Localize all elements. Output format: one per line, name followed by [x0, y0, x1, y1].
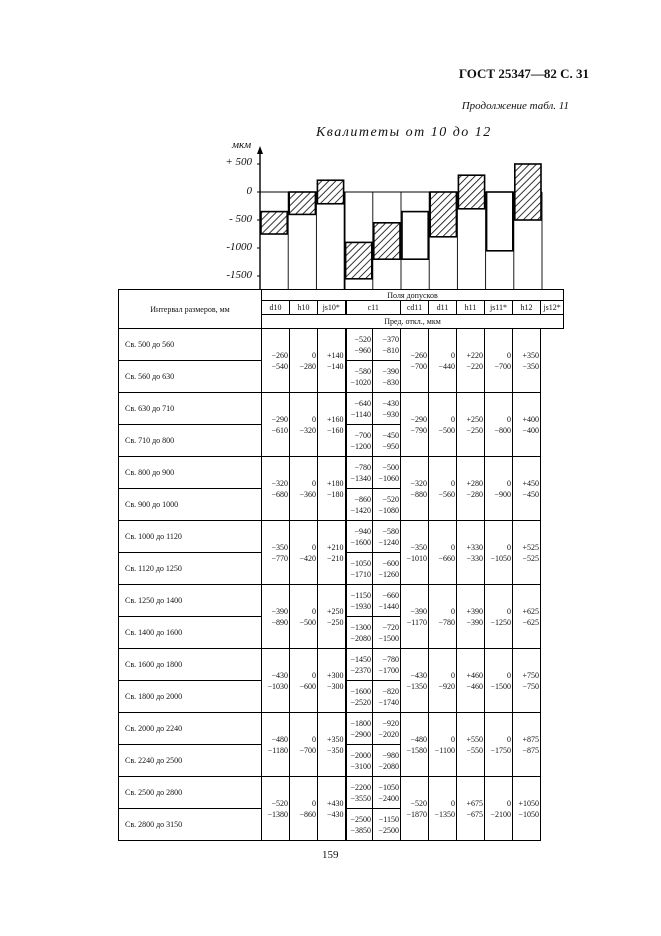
deviation-cell: +350 −350: [318, 713, 346, 777]
deviation-cell: −1300 −2080: [346, 617, 373, 649]
tolerance-chart: [0, 0, 661, 300]
table-row: [119, 713, 564, 745]
deviation-cell: −640 −1140: [346, 393, 373, 425]
column-header: cd11: [401, 301, 429, 315]
size-range-cell: Св. 1000 до 1120: [119, 521, 262, 553]
tolerance-bar-d10: [261, 212, 287, 234]
deviation-cell: −480 −1180: [262, 713, 290, 777]
deviation-cell: 0 −700: [290, 713, 318, 777]
deviation-cell: −480 −1580: [401, 713, 429, 777]
deviation-cell: −500 −1060: [373, 457, 401, 489]
size-range-cell: Св. 1120 до 1250: [119, 553, 262, 585]
column-header: js10*: [318, 301, 346, 315]
deviation-cell: 0 −1350: [429, 777, 457, 841]
deviation-cell: 0 −780: [429, 585, 457, 649]
deviation-cell: 0 −660: [429, 521, 457, 585]
deviation-cell: +220 −220: [457, 329, 485, 393]
deviation-cell: −350 −1010: [401, 521, 429, 585]
deviation-cell: −860 −1420: [346, 489, 373, 521]
deviation-cell: 0 −560: [429, 457, 457, 521]
deviation-cell: +390 −390: [457, 585, 485, 649]
size-range-cell: Св. 630 до 710: [119, 393, 262, 425]
deviation-cell: 0 −1250: [485, 585, 513, 649]
deviation-cell: 0 −900: [485, 457, 513, 521]
deviation-cell: 0 −800: [485, 393, 513, 457]
deviation-cell: +160 −160: [318, 393, 346, 457]
deviation-cell: −290 −790: [401, 393, 429, 457]
deviation-cell: +350 −350: [513, 329, 541, 393]
deviation-cell: −350 −770: [262, 521, 290, 585]
deviation-cell: +450 −450: [513, 457, 541, 521]
deviation-cell: −320 −680: [262, 457, 290, 521]
deviation-cell: +300 −300: [318, 649, 346, 713]
deviation-cell: −580 −1020: [346, 361, 373, 393]
y-tick-label: 0: [246, 185, 252, 197]
deviation-cell: −2200 −3550: [346, 777, 373, 809]
deviations-caption: Пред. откл., мкм: [262, 315, 564, 329]
deviation-cell: −320 −880: [401, 457, 429, 521]
deviation-cell: −780 −1340: [346, 457, 373, 489]
deviation-cell: +210 −210: [318, 521, 346, 585]
deviation-cell: 0 −920: [429, 649, 457, 713]
deviation-cell: −390 −890: [262, 585, 290, 649]
y-tick-label: + 500: [225, 156, 252, 168]
y-tick-label: -1000: [226, 241, 252, 253]
table-row: [119, 393, 564, 425]
deviation-cell: +330 −330: [457, 521, 485, 585]
size-range-cell: Св. 2800 до 3150: [119, 809, 262, 841]
deviation-cell: −520 −1080: [373, 489, 401, 521]
size-range-cell: Св. 560 до 630: [119, 361, 262, 393]
size-range-cell: Св. 1600 до 1800: [119, 649, 262, 681]
deviation-cell: 0 −280: [290, 329, 318, 393]
deviation-cell: −430 −930: [373, 393, 401, 425]
deviation-cell: −520 −960: [346, 329, 373, 361]
deviation-cell: −660 −1440: [373, 585, 401, 617]
deviation-cell: −390 −1170: [401, 585, 429, 649]
deviation-cell: 0 −440: [429, 329, 457, 393]
size-range-cell: Св. 2500 до 2800: [119, 777, 262, 809]
size-range-cell: Св. 2240 до 2500: [119, 745, 262, 777]
y-tick-label: -1500: [226, 269, 252, 281]
deviation-cell: +430 −430: [318, 777, 346, 841]
column-header: js12*: [541, 301, 564, 315]
deviation-cell: +625 −625: [513, 585, 541, 649]
deviation-cell: −1150 −1930: [346, 585, 373, 617]
size-range-cell: Св. 900 до 1000: [119, 489, 262, 521]
column-header: h12: [513, 301, 541, 315]
tolerance-bar-c11: [346, 242, 372, 278]
deviation-cell: +400 −400: [513, 393, 541, 457]
deviation-cell: −2000 −3100: [346, 745, 373, 777]
table-row: [119, 585, 564, 617]
column-header: c11: [346, 301, 401, 315]
table-row: [119, 521, 564, 553]
deviation-cell: −390 −830: [373, 361, 401, 393]
standard-header: ГОСТ 25347—82 С. 31: [458, 66, 589, 81]
column-header: h11: [457, 301, 485, 315]
deviation-cell: 0 −500: [290, 585, 318, 649]
deviation-cell: 0 −360: [290, 457, 318, 521]
deviation-cell: 0 −1750: [485, 713, 513, 777]
deviation-cell: −1450 −2370: [346, 649, 373, 681]
size-range-cell: Св. 800 до 900: [119, 457, 262, 489]
table-row: [119, 329, 564, 361]
deviation-cell: 0 −860: [290, 777, 318, 841]
deviation-cell: +460 −460: [457, 649, 485, 713]
deviation-cell: +250 −250: [318, 585, 346, 649]
tolerance-bar-h11: [430, 192, 456, 237]
tolerance-bar-js11*: [458, 175, 484, 209]
deviation-cell: 0 −420: [290, 521, 318, 585]
table-row: [119, 777, 564, 809]
size-range-cell: Св. 1250 до 1400: [119, 585, 262, 617]
tolerance-table: [118, 289, 564, 841]
deviation-cell: −700 −1200: [346, 425, 373, 457]
deviation-cell: −1600 −2520: [346, 681, 373, 713]
deviation-cell: +750 −750: [513, 649, 541, 713]
deviation-cell: −940 −1600: [346, 521, 373, 553]
deviation-cell: −450 −950: [373, 425, 401, 457]
deviation-cell: 0 −2100: [485, 777, 513, 841]
deviation-cell: +1050 −1050: [513, 777, 541, 841]
y-axis-unit: мкм: [232, 139, 252, 151]
size-range-cell: Св. 710 до 800: [119, 425, 262, 457]
tolerance-bar-cd11: [374, 223, 400, 259]
deviation-cell: +550 −550: [457, 713, 485, 777]
deviation-cell: +875 −875: [513, 713, 541, 777]
deviation-cell: +280 −280: [457, 457, 485, 521]
deviation-cell: +180 −180: [318, 457, 346, 521]
chart-title: Квалитеты от 10 до 12: [316, 125, 492, 140]
deviation-cell: −920 −2020: [373, 713, 401, 745]
tolerance-bar-js10*: [317, 180, 343, 204]
table-continuation-note: Продолжение табл. 11: [461, 100, 569, 112]
deviation-cell: −290 −610: [262, 393, 290, 457]
deviation-cell: −430 −1350: [401, 649, 429, 713]
table-row: [119, 649, 564, 681]
deviation-cell: −820 −1740: [373, 681, 401, 713]
y-axis-arrow: [257, 146, 263, 154]
y-tick-label: - 500: [229, 213, 252, 225]
deviation-cell: 0 −320: [290, 393, 318, 457]
page-number: 159: [322, 849, 339, 861]
size-range-cell: Св. 2000 до 2240: [119, 713, 262, 745]
deviation-cell: −1150 −2500: [373, 809, 401, 841]
deviation-cell: 0 −600: [290, 649, 318, 713]
deviation-cell: 0 −1100: [429, 713, 457, 777]
table-row: [119, 457, 564, 489]
deviation-cell: −430 −1030: [262, 649, 290, 713]
column-header: d10: [262, 301, 290, 315]
deviation-cell: −1050 −2400: [373, 777, 401, 809]
deviation-cell: −720 −1500: [373, 617, 401, 649]
deviation-cell: −600 −1260: [373, 553, 401, 585]
tolerance-bar-h10: [289, 192, 315, 214]
deviation-cell: −1050 −1710: [346, 553, 373, 585]
deviation-cell: +140 −140: [318, 329, 346, 393]
deviation-cell: +250 −250: [457, 393, 485, 457]
deviation-cell: −980 −2080: [373, 745, 401, 777]
deviation-cell: −580 −1240: [373, 521, 401, 553]
size-range-header: Интервал размеров, мм: [119, 290, 262, 329]
tolerance-bar-js12*: [515, 164, 541, 220]
deviation-cell: −520 −1870: [401, 777, 429, 841]
tolerance-bar-d11: [402, 212, 428, 260]
deviation-cell: 0 −700: [485, 329, 513, 393]
tolerance-bar-h12: [487, 192, 513, 251]
deviation-cell: 0 −1500: [485, 649, 513, 713]
deviation-cell: −520 −1380: [262, 777, 290, 841]
deviation-cell: +525 −525: [513, 521, 541, 585]
deviation-cell: −2500 −3850: [346, 809, 373, 841]
column-header: js11*: [485, 301, 513, 315]
size-range-cell: Св. 1400 до 1600: [119, 617, 262, 649]
column-header: h10: [290, 301, 318, 315]
deviation-cell: 0 −1050: [485, 521, 513, 585]
deviation-cell: +675 −675: [457, 777, 485, 841]
size-range-cell: Св. 500 до 560: [119, 329, 262, 361]
deviation-cell: −780 −1700: [373, 649, 401, 681]
column-header: d11: [429, 301, 457, 315]
deviation-cell: 0 −500: [429, 393, 457, 457]
fields-caption: Поля допусков: [262, 290, 564, 301]
deviation-cell: −1800 −2900: [346, 713, 373, 745]
deviation-cell: −260 −540: [262, 329, 290, 393]
deviation-cell: −370 −810: [373, 329, 401, 361]
size-range-cell: Св. 1800 до 2000: [119, 681, 262, 713]
deviation-cell: −260 −700: [401, 329, 429, 393]
